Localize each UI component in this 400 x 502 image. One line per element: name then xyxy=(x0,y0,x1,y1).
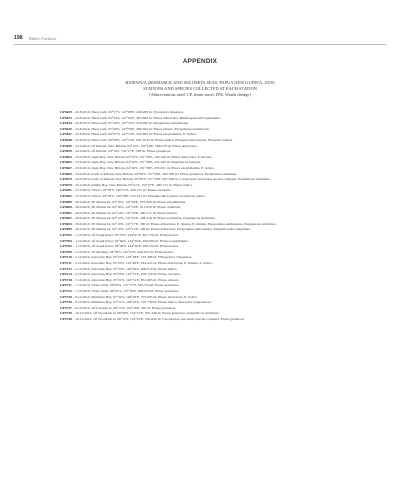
station-details: – 7.10.2010, Astrolabe Bay, 05°21'S, 145°51'E, 851-865 m: Ebusa robusta. xyxy=(71,277,180,282)
station-details: – 27.9.2010, Vitu Is, 04°38'S, 149°28'E, 515-612 m: Ebusinus micropterus, Pantiboasi glabra. xyxy=(71,193,206,198)
station-code: CP3740 xyxy=(60,316,72,321)
station-code: CP3667 xyxy=(60,165,72,170)
station-code: CP3693 xyxy=(60,221,72,226)
station-details: – 27.9.2010, Vitu Is, 04°38'S, 149°27'E, 490-715 m: Ebusa orientalis. xyxy=(71,188,172,193)
station-code: CP3739 xyxy=(60,311,72,316)
header-divider xyxy=(14,44,386,45)
station-code: CP3714 xyxy=(60,272,72,277)
station-code: CP3703 xyxy=(60,233,72,238)
station-code: CP3647 xyxy=(60,132,72,137)
station-code: CP3729 xyxy=(60,294,72,299)
station-code: CP3737 xyxy=(60,305,72,310)
station-code: CP3659 xyxy=(60,149,72,154)
station-details: – 10.10.2010, off Woodlark Is, 09°09'S, 152°15'E, 305-346 m: Ebusa granulosa, Paspheticus stridulans. xyxy=(71,311,220,316)
page-number: 198 xyxy=(14,35,23,41)
station-details: – 5.10.2010, Astrolabe Bay, 05°20'S, 145°51'E, 676-720 m: Ebusa curvipes. xyxy=(71,272,181,277)
station-details: – 23.9.2010, Open Bay, New Britain, 04°50'S, 151°39'E, 195-340 m: Ebusa abbreviata, E. hirsuta. xyxy=(71,154,213,159)
station-code: CP3656 xyxy=(60,143,72,148)
station-code: CP3648 xyxy=(60,137,72,142)
station-records-list xyxy=(60,110,356,323)
station-code: CP3664 xyxy=(60,154,72,159)
station-details: – 1.10.2010, off Sepik River, 03°49'S, 144°39'E, 400-656 m: Ebusa exophthalma. xyxy=(71,238,189,243)
station-code: CP3690 xyxy=(60,205,72,210)
station-details: – 25.8.2010, Huon Gulf, 06°07'S, 147°12'E, 592-660 m: Ebusa exophthalma, E. indica. xyxy=(71,132,197,137)
station-details: – 25.8.2010, Huon Gulf, 06°08'S, 147°14'E, 602-1032 m: Ebusa indica, Ebusinus micropterus, Ebusinus robusta. xyxy=(71,137,234,142)
station-details: – 8.10.2010, Mambare Bay, 07°32'S, 148°03'E, 575-635 m: Ebusa abbreviata, E. indica. xyxy=(71,294,198,299)
station-code: CP3709 xyxy=(60,249,72,254)
station-code: CP3721 xyxy=(60,283,72,288)
station-code: CP3722 xyxy=(60,289,72,293)
appendix-title: APPENDIX xyxy=(182,58,218,65)
station-code: CP3669 xyxy=(60,171,72,176)
subtitle-line: STATIONS AND SPECIES COLLECTED AT EACH STATION xyxy=(143,86,257,92)
station-code: CP3713 xyxy=(60,266,72,271)
station-details: – 29.9.2010, SE Manus Isl, 02°10'S, 147°15'E, 198 m: Ebusa abbreviata, Parapolistes ambonensis, Paspheticoides sanguinea. xyxy=(71,227,251,232)
station-code: CP3689 xyxy=(60,199,72,204)
station-code: CP3710 xyxy=(60,255,72,260)
station-code: CP3633 xyxy=(60,115,72,120)
station-details: – 29.9.2010, SE Manus Isl, 02°16'S, 147°29'E, 679-685 m: Ebusa exophthalma. xyxy=(71,199,187,204)
station-code: CP3705 xyxy=(60,244,72,249)
station-details: – 1.10.2010, off Sepik River, 03°53'S, 144°41'E, 461-750 m: Ebusa indica. xyxy=(71,233,179,238)
station-details: – 24.9.2010, north of Rabaul, New Britain, 04°06'S, 151°56'E, 497-500 m: Carcinoplax specularis species complex, Paspheticus stridulans. xyxy=(71,177,271,182)
abbreviations-note: [Abbreviations used: CP, beam trawl; DW, Warén dredge] xyxy=(149,92,251,98)
station-code: CP3670 xyxy=(60,177,72,182)
station-details: – 5.10.2010, Astrolabe Bay, 05°23'S, 145°50'E, 608-610 m: Ebusa indica. xyxy=(71,266,178,271)
station-details: – 24.9.2010, north of Rabaul, New Britain, 04°08'S, 151°56'E, 382-389 m: Ebusa granulosa, Paspheticus stridulans. xyxy=(71,171,238,176)
station-details: – 29.9.2010, SE Manus Isl, 02°12'S, 147°19'E, 408-418 m: Ebusa sordentata, Paspheticus stridulans. xyxy=(71,216,216,221)
station-details: – 29.9.2010, SE Manus Isl, 02°14'S, 147°18'E, 490-517 m: Ebusa hirsuta. xyxy=(71,210,178,215)
station-details: – 22.8.2010, Huon Gulf, 06°57'S, 147°08'E, 240-289 m: Pyrospirax bispinosa. xyxy=(71,110,185,114)
station-record xyxy=(60,317,356,323)
station-code: CP3665 xyxy=(60,160,72,165)
station-details: – 7.10.2010, Vitiaz Strait, 06°05'S, 147°37'E, 542-554 m: Ebusa granulosa. xyxy=(71,283,180,288)
station-details: – 9.10.2010, off Lasanay Is, 08°15'S, 150°45'E, 587 m: Ebusa granulosa. xyxy=(71,305,177,310)
station-details: – 23.9.2010, Open Bay, New Britain, 04°49'S, 151°36'E, 670-931 m: Ebusa exophthalma, E. indica. xyxy=(71,165,215,170)
appendix-subtitle xyxy=(60,80,340,99)
station-details: – 29.9.2010, SE Manus Isl, 02°16'S, 147°16'E, 611-618 m: Ebusa orientalis. xyxy=(71,205,181,210)
station-details: – 8.10.2010, Mambare Bay, 07°51'S, 148°01'E, 710-730 m: Ebusa indica, Mesoplax longispinosa. xyxy=(71,300,212,305)
station-details: – 29.9.2010, SE Manus Isl, 02°10'S, 147°17'E, 300 m: Ebusa abbreviata, E. hirsuta, E. minuta, Parapolistes unidentatus, Paspheticus stridulans. xyxy=(71,221,277,226)
station-details: – 10.10.2010, off Woodlark Is, 09°12'S, 152°16'E, 556-645 m: Carcinoplax specularis species complex, Ebusa granulosa. xyxy=(71,316,245,321)
station-code: CP3679 xyxy=(60,182,72,187)
station-details: – 22.9.2010, off Rabaul, New Britain, 04°19'S, 152°19'E, 266-279 m: Ebusa abbreviata. xyxy=(71,143,198,148)
station-code: CP3704 xyxy=(60,238,72,243)
station-details: – 2.10.2010, off Madang, 04°58'S, 145°52'E, 640-675 m: Ebusa indica. xyxy=(71,249,174,254)
station-details: – 23.8.2010, Huon Gulf, 07°29'S, 147°33'E, 280-302 m: Ebusa hirsuta, Parapolistes unidentatus. xyxy=(71,126,210,131)
station-details: – 5.10.2010, Astrolabe Bay, 05°23'S, 145°48'E, 434-447 m: Ebusa abbreviata, E. hirsuta, E. indica. xyxy=(71,261,213,266)
running-head xyxy=(14,33,386,43)
station-details: – 23.8.2010, Huon Gulf, 07°29'S, 147°31'E, 279-290 m: Parapolistes unidentatus. xyxy=(71,121,189,126)
station-code: CP3711 xyxy=(60,261,72,266)
station-code: CP3692 xyxy=(60,216,72,221)
station-details: – 7.10.2010, Vitiaz Strait, 06°01'S, 147°36'E, 608-625 m: Ebusa granulosa. xyxy=(71,289,180,293)
station-code: CP3695 xyxy=(60,227,72,232)
station-code: CP3691 xyxy=(60,210,72,215)
running-head-author: Walter Cardoso xyxy=(28,35,57,41)
station-code: CP3681 xyxy=(60,188,72,193)
station-details: – 5.10.2010, Astrolabe Bay, 05°22'S, 145°48'E, 372-386 m: Hilropolisci visteeniera. xyxy=(71,255,193,260)
subtitle-line: BIOPAPUA (BISMARCK AND SOLOMON SEAS, PAPUA NEW GUINEA, 2010) xyxy=(125,80,275,85)
station-details: – 1.10.2010, off Sepik River, 03°48'S, 144°36'E, 280-550 m: Ebusa indica. xyxy=(71,244,179,249)
station-code: CP3682 xyxy=(60,193,72,198)
station-details: – 23.9.2010, Open Bay, New Britain, 04°50'S, 151°38'E, 225-340 m: Paspheticus insignis. xyxy=(71,160,202,165)
station-code: CP3718 xyxy=(60,277,72,282)
station-details: – 25.9.2010, Kimbe Bay, New Britain, 05°21'S, 150°07'E, 490-715 m: Ebusa indica. xyxy=(71,182,193,187)
station-details: – 22.8.2010, Huon Gulf, 06°54'S, 147°05'E, 395-806 m: Ebusa abbreviata, Bhadrospina microphthalma. xyxy=(71,115,221,120)
station-code: CP3730 xyxy=(60,300,72,305)
station-code: CP3634 xyxy=(60,121,72,126)
station-details: – 22.9.2010, off Rabaul, 04°54'S, 152°17'E, 338 m: Ebusa granulosa. xyxy=(71,149,171,154)
station-code: CP3635 xyxy=(60,126,72,131)
station-code: CP3629 xyxy=(60,110,72,114)
